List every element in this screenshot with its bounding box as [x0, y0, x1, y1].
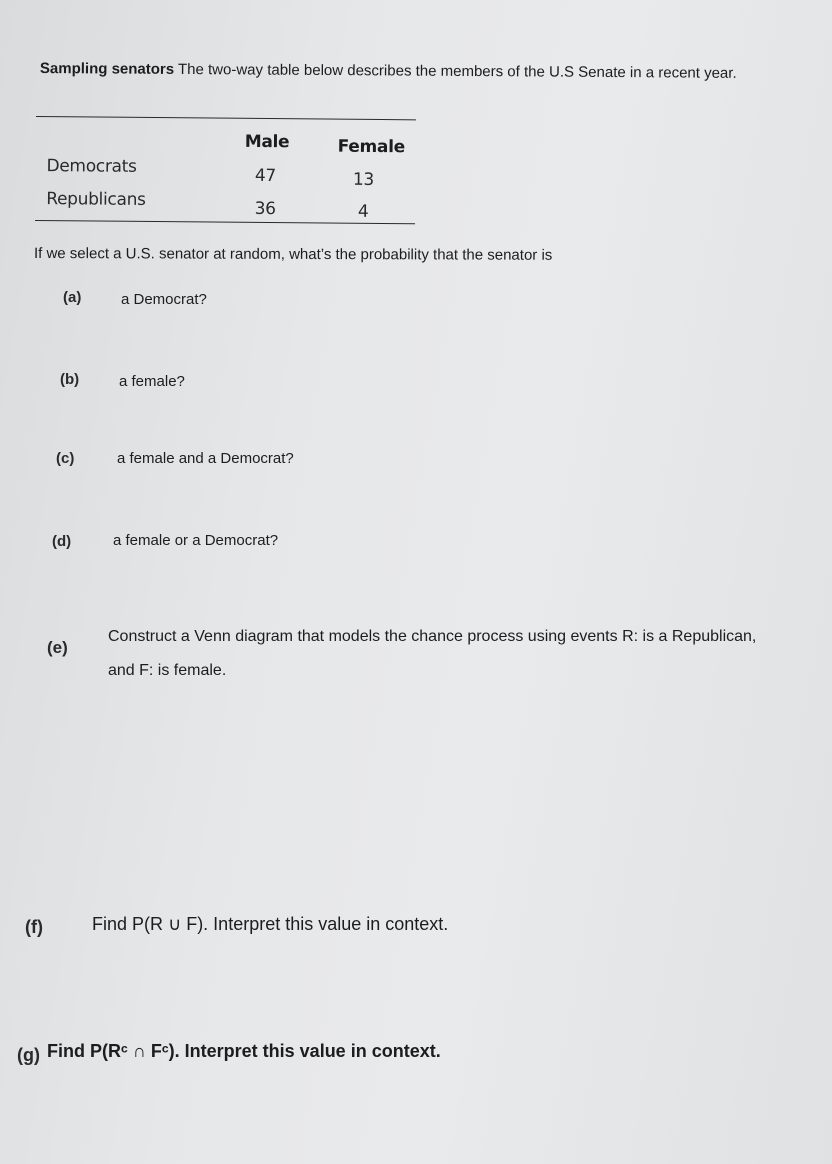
question-stem: If we select a U.S. senator at random, what’s the probability that the senator is — [33, 245, 553, 264]
part-d-text: a female or a Democrat? — [113, 532, 279, 549]
intro-title: Sampling senators — [39, 59, 175, 78]
cell-republicans-male: 36 — [254, 198, 276, 220]
part-a-text: a Democrat? — [121, 291, 207, 308]
cell-republicans-female: 4 — [357, 201, 369, 222]
part-f-label: (f) — [25, 917, 43, 937]
cell-democrats-female: 13 — [352, 169, 375, 190]
table-top-rule — [36, 116, 416, 120]
part-g-label: (g) — [17, 1045, 40, 1065]
two-way-table — [35, 112, 418, 233]
row-label-democrats: Democrats — [46, 156, 137, 177]
part-c-label: (c) — [56, 450, 75, 467]
part-b-label: (b) — [60, 371, 80, 388]
part-e-text: Construct a Venn diagram that models the chance process using events R: is a Republican, and F: is female. — [108, 628, 757, 679]
intro-paragraph — [40, 58, 740, 84]
part-g-text: Find P(Rᶜ ∩ Fᶜ). Interpret this value in context. — [47, 1041, 441, 1061]
col-header-female: Female — [337, 136, 405, 158]
part-e-label: (e) — [47, 638, 68, 657]
part-b-text: a female? — [119, 373, 185, 390]
col-header-male: Male — [244, 131, 290, 153]
cell-democrats-male: 47 — [254, 165, 277, 187]
row-label-republicans: Republicans — [46, 189, 146, 210]
part-f-text: Find P(R ∪ F). Interpret this value in context. — [92, 914, 449, 934]
part-c-text: a female and a Democrat? — [117, 450, 294, 467]
part-a-label: (a) — [63, 289, 82, 306]
part-d-label: (d) — [52, 533, 72, 550]
intro-text: The two-way table below describes the members of the U.S Senate in a recent year. — [177, 60, 737, 82]
